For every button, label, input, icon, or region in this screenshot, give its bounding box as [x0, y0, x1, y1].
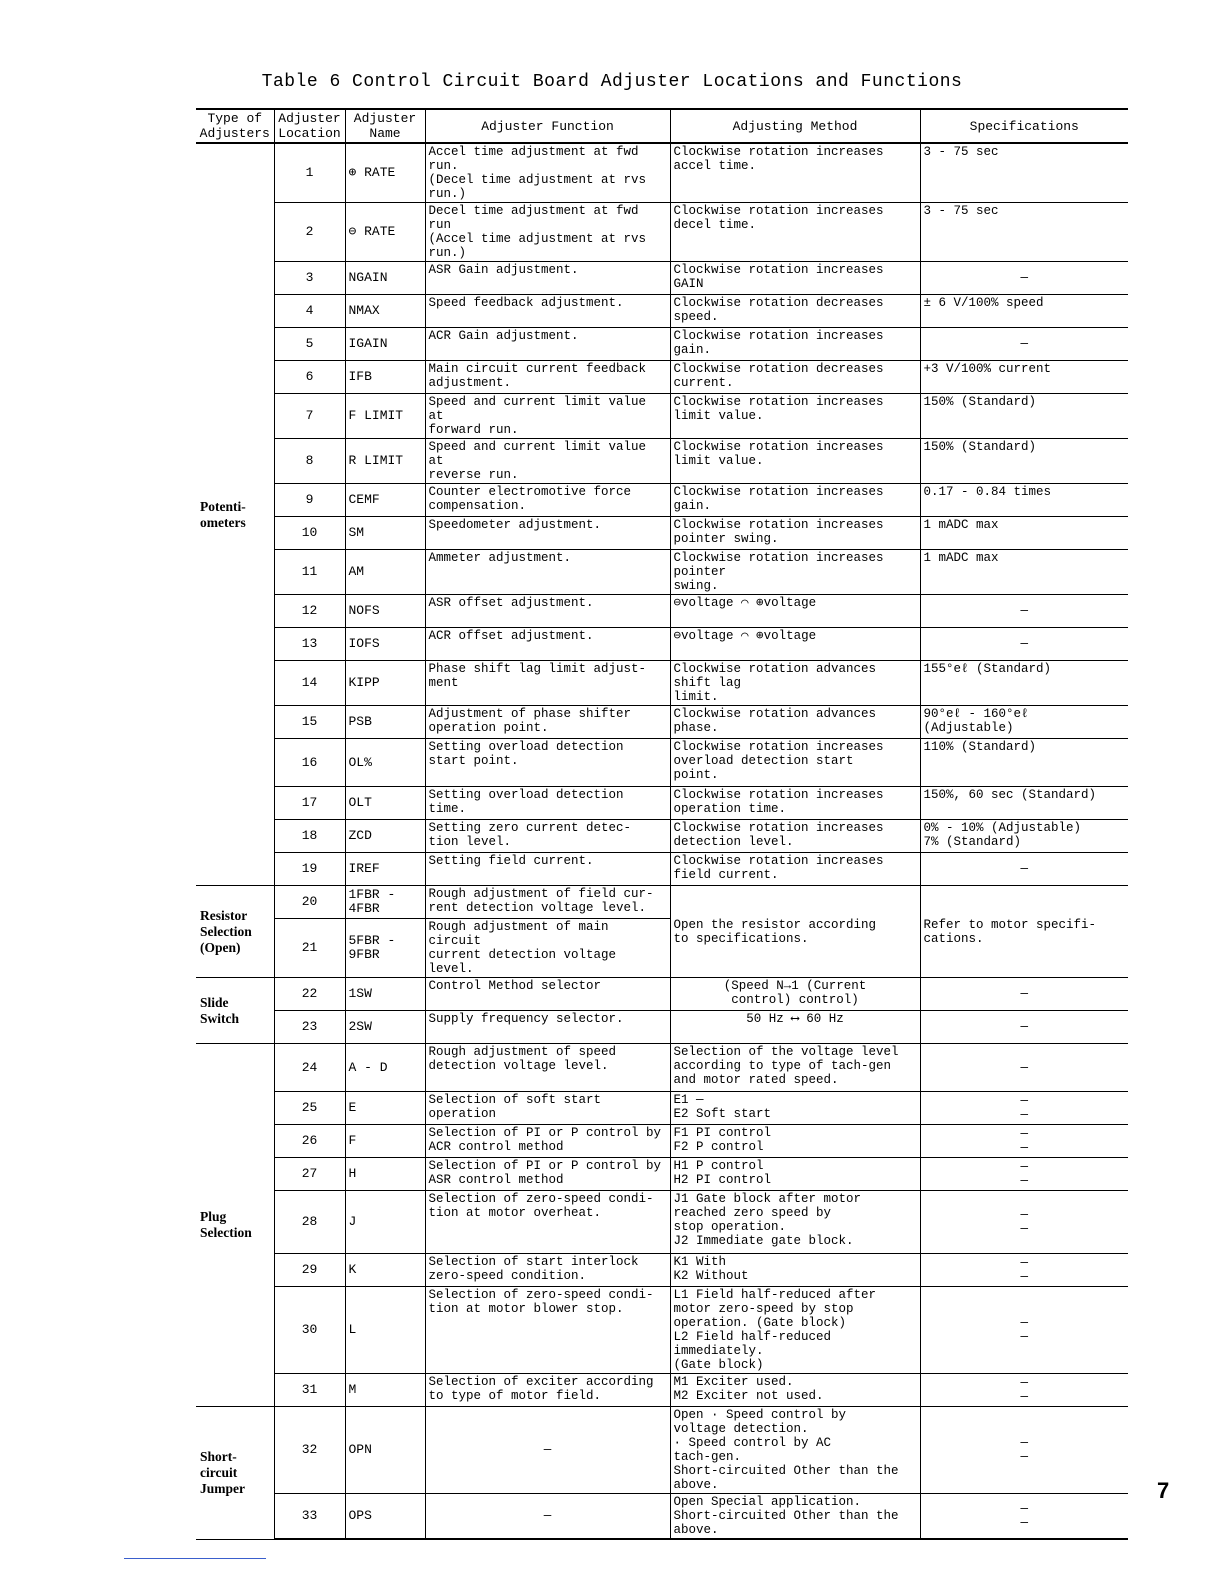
table-row — [196, 394, 1128, 439]
table-row — [196, 1254, 1128, 1287]
table-row — [196, 361, 1128, 394]
adjusting-method: J1 Gate block after motor reached zero speed by stop operation. J2 Immediate gate block. — [670, 1191, 920, 1254]
specification: 3 - 75 sec — [920, 203, 1128, 262]
adjuster-type: Plug Selection — [196, 1044, 274, 1407]
specification: — — — [920, 1092, 1128, 1125]
adjusting-method: K1 With K2 Without — [670, 1254, 920, 1287]
adjuster-name: L — [345, 1287, 425, 1374]
adjuster-name: SM — [345, 517, 425, 550]
specification: — — — [920, 1191, 1128, 1254]
adjuster-name: H — [345, 1158, 425, 1191]
adjuster-function: Selection of exciter according to type of motor field. — [425, 1374, 670, 1407]
header-function: Adjuster Function — [425, 109, 670, 143]
adjuster-name: CEMF — [345, 484, 425, 517]
adjuster-name: 2SW — [345, 1011, 425, 1044]
table-row — [196, 262, 1128, 295]
table-row — [196, 595, 1128, 628]
adjuster-location: 8 — [274, 439, 345, 484]
table-row — [196, 1191, 1128, 1254]
adjuster-location: 6 — [274, 361, 345, 394]
adjuster-name: J — [345, 1191, 425, 1254]
adjusting-method: Open Special application. Short-circuited Other than the above. — [670, 1494, 920, 1540]
adjuster-type: Slide Switch — [196, 978, 274, 1044]
adjuster-function: Setting overload detection time. — [425, 787, 670, 820]
adjuster-function: Selection of zero-speed condi- tion at motor blower stop. — [425, 1287, 670, 1374]
adjuster-location: 22 — [274, 978, 345, 1011]
specification: Refer to motor specifi- cations. — [920, 886, 1128, 978]
adjuster-location: 23 — [274, 1011, 345, 1044]
adjuster-name: A - D — [345, 1044, 425, 1092]
adjuster-name: M — [345, 1374, 425, 1407]
specification: — — — [920, 1374, 1128, 1407]
adjuster-name: NGAIN — [345, 262, 425, 295]
table-row — [196, 484, 1128, 517]
table-row — [196, 295, 1128, 328]
header-type: Type of Adjusters — [196, 109, 274, 143]
header-location: Adjuster Location — [274, 109, 345, 143]
specification: 1 mADC max — [920, 517, 1128, 550]
adjusting-method: ⊖voltage ⌒ ⊕voltage — [670, 628, 920, 661]
adjuster-function: Selection of PI or P control by ASR control method — [425, 1158, 670, 1191]
adjusting-method: E1 — E2 Soft start — [670, 1092, 920, 1125]
adjuster-name: ⊖ RATE — [345, 203, 425, 262]
adjusting-method: Clockwise rotation increases limit value. — [670, 439, 920, 484]
adjuster-name: K — [345, 1254, 425, 1287]
table-title: Table 6 Control Circuit Board Adjuster Locations and Functions — [261, 72, 963, 92]
specification: — — [920, 262, 1128, 295]
adjuster-function: Selection of PI or P control by ACR control method — [425, 1125, 670, 1158]
table-row — [196, 978, 1128, 1011]
adjusting-method: Selection of the voltage level according to type of tach-gen and motor rated speed. — [670, 1044, 920, 1092]
adjusting-method: Clockwise rotation increases limit value. — [670, 394, 920, 439]
adjusting-method: Clockwise rotation increases pointer swing. — [670, 517, 920, 550]
table-row — [196, 661, 1128, 706]
specification: — — — [920, 1287, 1128, 1374]
adjuster-name: OPS — [345, 1494, 425, 1540]
specification: — — [920, 1044, 1128, 1092]
specification: 110% (Standard) — [920, 739, 1128, 787]
adjusting-method: Clockwise rotation increases overload detection start point. — [670, 739, 920, 787]
adjuster-name: F — [345, 1125, 425, 1158]
adjuster-function: ACR offset adjustment. — [425, 628, 670, 661]
adjuster-function: Ammeter adjustment. — [425, 550, 670, 595]
adjuster-function: Selection of zero-speed condi- tion at motor overheat. — [425, 1191, 670, 1254]
adjuster-name: R LIMIT — [345, 439, 425, 484]
specification: — — [920, 595, 1128, 628]
adjuster-name: E — [345, 1092, 425, 1125]
adjuster-function: Main circuit current feedback adjustment. — [425, 361, 670, 394]
adjuster-function: Rough adjustment of main circuit current detection voltage level. — [425, 919, 670, 978]
specification: 150%, 60 sec (Standard) — [920, 787, 1128, 820]
table-row — [196, 1158, 1128, 1191]
adjusting-method: Clockwise rotation increases gain. — [670, 484, 920, 517]
adjusting-method: Clockwise rotation increases accel time. — [670, 143, 920, 203]
adjuster-function: Rough adjustment of field cur- rent detection voltage level. — [425, 886, 670, 919]
table-row — [196, 203, 1128, 262]
adjuster-function: — — [425, 1407, 670, 1494]
adjusting-method: ⊖voltage ⌒ ⊕voltage — [670, 595, 920, 628]
page-number: 7 — [1157, 1478, 1170, 1503]
adjuster-function: Accel time adjustment at fwd run. (Decel time adjustment at rvs run.) — [425, 143, 670, 203]
adjusting-method: Clockwise rotation advances phase. — [670, 706, 920, 739]
adjuster-location: 15 — [274, 706, 345, 739]
adjuster-function: Speed feedback adjustment. — [425, 295, 670, 328]
table-row — [196, 328, 1128, 361]
adjusting-method: L1 Field half-reduced after motor zero-speed by stop operation. (Gate block) L2 Field half-reduced immediately. (Gate block) — [670, 1287, 920, 1374]
adjusting-method: Clockwise rotation increases GAIN — [670, 262, 920, 295]
adjuster-location: 28 — [274, 1191, 345, 1254]
adjuster-location: 7 — [274, 394, 345, 439]
adjuster-location: 1 — [274, 143, 345, 203]
table-row — [196, 1494, 1128, 1540]
adjuster-name: 1FBR - 4FBR — [345, 886, 425, 919]
adjuster-location: 21 — [274, 919, 345, 978]
adjuster-function: Selection of start interlock zero-speed condition. — [425, 1254, 670, 1287]
adjuster-name: F LIMIT — [345, 394, 425, 439]
adjuster-name: NOFS — [345, 595, 425, 628]
specification: — — [920, 1011, 1128, 1044]
adjuster-location: 2 — [274, 203, 345, 262]
adjuster-name: 1SW — [345, 978, 425, 1011]
adjuster-function: Setting overload detection start point. — [425, 739, 670, 787]
specification: — — [920, 978, 1128, 1011]
adjuster-location: 17 — [274, 787, 345, 820]
adjuster-location: 4 — [274, 295, 345, 328]
table-row — [196, 1011, 1128, 1044]
adjuster-name: AM — [345, 550, 425, 595]
table-row — [196, 439, 1128, 484]
specification: 150% (Standard) — [920, 394, 1128, 439]
adjuster-location: 32 — [274, 1407, 345, 1494]
adjuster-function: Setting field current. — [425, 853, 670, 886]
header-name: Adjuster Name — [345, 109, 425, 143]
specification: ± 6 V/100% speed — [920, 295, 1128, 328]
adjuster-location: 16 — [274, 739, 345, 787]
adjusting-method: Clockwise rotation increases gain. — [670, 328, 920, 361]
specification: — — — [920, 1158, 1128, 1191]
adjuster-function: Speedometer adjustment. — [425, 517, 670, 550]
specification: +3 V/100% current — [920, 361, 1128, 394]
adjuster-function: Selection of soft start operation — [425, 1092, 670, 1125]
adjuster-function: Speed and current limit value at forward run. — [425, 394, 670, 439]
adjuster-function: ASR Gain adjustment. — [425, 262, 670, 295]
adjuster-function: Adjustment of phase shifter operation point. — [425, 706, 670, 739]
table-row — [196, 628, 1128, 661]
adjuster-function: Rough adjustment of speed detection voltage level. — [425, 1044, 670, 1092]
adjusting-method: Clockwise rotation advances shift lag limit. — [670, 661, 920, 706]
adjuster-location: 30 — [274, 1287, 345, 1374]
table-row — [196, 853, 1128, 886]
adjuster-location: 3 — [274, 262, 345, 295]
specification: 1 mADC max — [920, 550, 1128, 595]
table-row — [196, 1407, 1128, 1494]
specification: — — — [920, 1254, 1128, 1287]
adjuster-location: 18 — [274, 820, 345, 853]
specification: — — [920, 853, 1128, 886]
specification: — — — [920, 1494, 1128, 1540]
adjuster-location: 31 — [274, 1374, 345, 1407]
table-row — [196, 1092, 1128, 1125]
adjuster-table-container — [196, 108, 1128, 1540]
adjuster-location: 26 — [274, 1125, 345, 1158]
adjuster-function: Counter electromotive force compensation. — [425, 484, 670, 517]
adjuster-location: 33 — [274, 1494, 345, 1540]
adjuster-location: 29 — [274, 1254, 345, 1287]
adjuster-location: 24 — [274, 1044, 345, 1092]
table-row — [196, 1125, 1128, 1158]
specification: — — [920, 628, 1128, 661]
adjuster-name: KIPP — [345, 661, 425, 706]
adjusting-method: Open · Speed control by voltage detection. · Speed control by AC tach-gen. Short-circuited Other than the above. — [670, 1407, 920, 1494]
table-row — [196, 1044, 1128, 1092]
adjuster-name: OLT — [345, 787, 425, 820]
adjuster-location: 25 — [274, 1092, 345, 1125]
adjuster-function: Setting zero current detec- tion level. — [425, 820, 670, 853]
specification: — — — [920, 1407, 1128, 1494]
header-specifications: Specifications — [920, 109, 1128, 143]
adjusting-method: Clockwise rotation increases detection level. — [670, 820, 920, 853]
adjuster-name: IFB — [345, 361, 425, 394]
specification: 90°eℓ - 160°eℓ (Adjustable) — [920, 706, 1128, 739]
specification: 155°eℓ (Standard) — [920, 661, 1128, 706]
table-row — [196, 1287, 1128, 1374]
adjuster-location: 20 — [274, 886, 345, 919]
adjuster-function: Phase shift lag limit adjust- ment — [425, 661, 670, 706]
adjuster-location: 5 — [274, 328, 345, 361]
table-row — [196, 886, 1128, 919]
adjuster-name: ZCD — [345, 820, 425, 853]
table-row — [196, 739, 1128, 787]
adjusting-method: Clockwise rotation increases decel time. — [670, 203, 920, 262]
specification: 150% (Standard) — [920, 439, 1128, 484]
specification: 0.17 - 0.84 times — [920, 484, 1128, 517]
table-row — [196, 143, 1128, 203]
adjuster-name: ⊕ RATE — [345, 143, 425, 203]
table-body — [196, 143, 1128, 1539]
adjusting-method: H1 P control H2 PI control — [670, 1158, 920, 1191]
adjusting-method: (Speed N→1 (Current control) control) — [670, 978, 920, 1011]
adjuster-function: Speed and current limit value at reverse run. — [425, 439, 670, 484]
table-row — [196, 517, 1128, 550]
specification: — — — [920, 1125, 1128, 1158]
footnote-rule — [124, 1558, 266, 1559]
adjuster-location: 13 — [274, 628, 345, 661]
adjusting-method: Clockwise rotation decreases current. — [670, 361, 920, 394]
adjuster-name: OL% — [345, 739, 425, 787]
adjuster-name: IGAIN — [345, 328, 425, 361]
adjuster-location: 10 — [274, 517, 345, 550]
adjuster-function: — — [425, 1494, 670, 1540]
table-row — [196, 820, 1128, 853]
adjuster-name: IOFS — [345, 628, 425, 661]
adjuster-location: 9 — [274, 484, 345, 517]
adjuster-name: IREF — [345, 853, 425, 886]
adjuster-location: 12 — [274, 595, 345, 628]
adjusting-method: Clockwise rotation increases operation time. — [670, 787, 920, 820]
adjusting-method: Clockwise rotation decreases speed. — [670, 295, 920, 328]
adjuster-function: Supply frequency selector. — [425, 1011, 670, 1044]
adjuster-name: 5FBR - 9FBR — [345, 919, 425, 978]
adjusting-method: F1 PI control F2 P control — [670, 1125, 920, 1158]
adjuster-name: NMAX — [345, 295, 425, 328]
specification: 0% - 10% (Adjustable) 7% (Standard) — [920, 820, 1128, 853]
adjuster-location: 14 — [274, 661, 345, 706]
adjuster-table — [196, 108, 1128, 1540]
adjuster-type: Resistor Selection (Open) — [196, 886, 274, 978]
table-row — [196, 787, 1128, 820]
adjuster-name: PSB — [345, 706, 425, 739]
adjuster-function: ASR offset adjustment. — [425, 595, 670, 628]
header-row — [196, 109, 1128, 143]
adjuster-location: 27 — [274, 1158, 345, 1191]
adjuster-function: Decel time adjustment at fwd run (Accel time adjustment at rvs run.) — [425, 203, 670, 262]
specification: — — [920, 328, 1128, 361]
adjuster-location: 11 — [274, 550, 345, 595]
adjuster-name: OPN — [345, 1407, 425, 1494]
adjuster-function: ACR Gain adjustment. — [425, 328, 670, 361]
adjusting-method: Clockwise rotation increases pointer swing. — [670, 550, 920, 595]
adjuster-function: Control Method selector — [425, 978, 670, 1011]
adjuster-type: Potenti- ometers — [196, 143, 274, 886]
adjusting-method: Open the resistor according to specifications. — [670, 886, 920, 978]
table-row — [196, 706, 1128, 739]
header-method: Adjusting Method — [670, 109, 920, 143]
table-row — [196, 1374, 1128, 1407]
adjuster-type: Short- circuit Jumper — [196, 1407, 274, 1540]
adjusting-method: Clockwise rotation increases field current. — [670, 853, 920, 886]
adjusting-method: M1 Exciter used. M2 Exciter not used. — [670, 1374, 920, 1407]
specification: 3 - 75 sec — [920, 143, 1128, 203]
table-row — [196, 550, 1128, 595]
adjusting-method: 50 Hz ⟷ 60 Hz — [670, 1011, 920, 1044]
adjuster-location: 19 — [274, 853, 345, 886]
